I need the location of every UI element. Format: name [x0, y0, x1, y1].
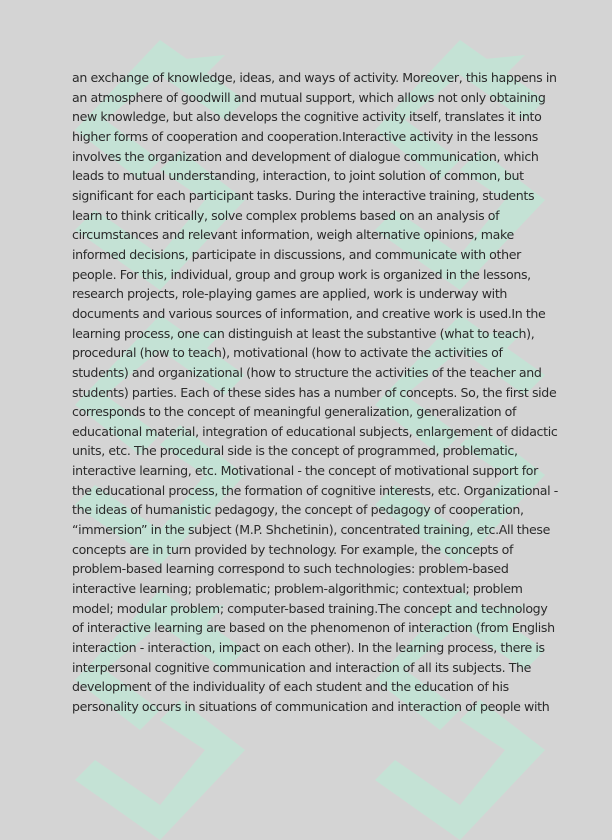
text-line: leads to mutual understanding, interaction, to joint solution of common, but — [72, 168, 524, 184]
text-line: involves the organization and development of dialogue communication, which — [72, 148, 539, 164]
text-line: learn to think critically, solve complex problems based on an analysis of — [72, 207, 500, 223]
text-line: problem-based learning correspond to such technologies: problem-based — [72, 561, 509, 577]
text-line: of interactive learning are based on the phenomenon of interaction (from English — [72, 620, 555, 636]
text-line: procedural (how to teach), motivational (how to activate the activities of — [72, 345, 503, 361]
text-line: model; modular problem; computer-based training.The concept and technology — [72, 600, 548, 616]
text-line: development of the individuality of each student and the education of his — [72, 679, 509, 695]
text-line: interactive learning; problematic; problem-algorithmic; contextual; problem — [72, 581, 523, 597]
text-line: the educational process, the formation of cognitive interests, etc. Organizational - — [72, 482, 558, 498]
document-body-text — [72, 68, 558, 717]
text-line: circumstances and relevant information, weigh alternative opinions, make — [72, 227, 514, 243]
text-line: interaction - interaction, impact on each other). In the learning process, there is — [72, 640, 545, 656]
text-line: concepts are in turn provided by technology. For example, the concepts of — [72, 541, 514, 557]
text-line: interactive learning, etc. Motivational - the concept of motivational support for — [72, 463, 538, 479]
text-line: educational material, integration of educational subjects, enlargement of didactic — [72, 423, 558, 439]
text-line: “immersion” in the subject (M.P. Shchetinin), concentrated training, etc.All these — [72, 522, 551, 538]
text-line: students) parties. Each of these sides has a number of concepts. So, the first side — [72, 384, 557, 400]
text-line: the ideas of humanistic pedagogy, the concept of pedagogy of cooperation, — [72, 502, 524, 518]
text-line: interpersonal cognitive communication and interaction of all its subjects. The — [72, 659, 532, 675]
text-line: people. For this, individual, group and group work is organized in the lessons, — [72, 266, 531, 282]
text-line: personality occurs in situations of communication and interaction of people with — [72, 699, 550, 714]
text-line: corresponds to the concept of meaningful generalization, generalization of — [72, 404, 517, 420]
text-line: an exchange of knowledge, ideas, and ways of activity. Moreover, this happens in — [72, 70, 557, 85]
text-line: students) and organizational (how to structure the activities of the teacher and — [72, 364, 542, 380]
text-line: units, etc. The procedural side is the concept of programmed, problematic, — [72, 443, 518, 459]
text-line: documents and various sources of information, and creative work is used.In the — [72, 305, 546, 321]
text-line: significant for each participant tasks. During the interactive training, students — [72, 187, 535, 203]
text-line: higher forms of cooperation and cooperation.Interactive activity in the lessons — [72, 128, 538, 144]
text-line: informed decisions, participate in discussions, and communicate with other — [72, 246, 521, 262]
text-line: learning process, one can distinguish at least the substantive (what to teach), — [72, 325, 535, 341]
text-line: new knowledge, but also develops the cognitive activity itself, translates it into — [72, 109, 542, 125]
text-line: research projects, role-playing games are applied, work is underway with — [72, 286, 508, 302]
text-line: an atmosphere of goodwill and mutual support, which allows not only obtaining — [72, 89, 546, 105]
